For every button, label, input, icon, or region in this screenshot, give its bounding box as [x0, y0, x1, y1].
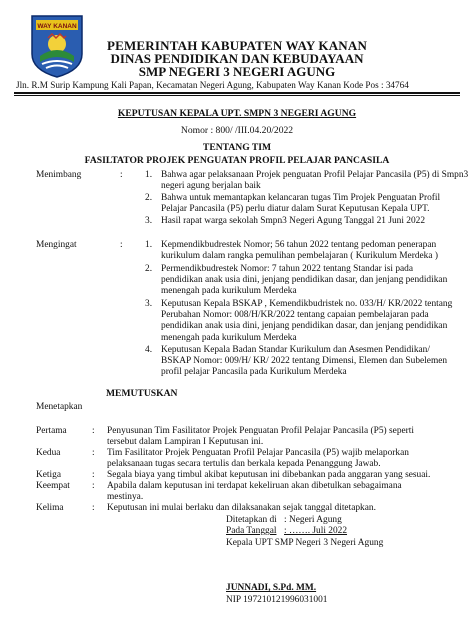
- decree-number: Nomor : 800/ /III.04.20/2022: [180, 125, 294, 136]
- decree-subject: FASILTATOR PROJEK PENGUATAN PROFIL PELAJAR PANCASILA: [84, 155, 390, 166]
- colon: :: [92, 426, 95, 436]
- header-address: Jln. R.M Surip Kampung Kali Papan, Kecamatan Negeri Agung, Kabupaten Way Kanan Kode Pos : 34764: [16, 80, 409, 90]
- decree-about: TENTANG TIM: [202, 142, 272, 153]
- sign-date-value: : ……. Juli 2022: [284, 526, 348, 536]
- decision-text: Penyusunan Tim Fasilitator Projek Penguatan Profil Pelajar Pancasila (P5) seperti tersebut dalam Lampiran I Keputusan ini.: [107, 426, 414, 448]
- header-rule: [14, 92, 460, 94]
- sign-position: Kepala UPT SMP Negeri 3 Negeri Agung: [226, 538, 384, 548]
- decision-text: Segala biaya yang timbul akibat keputusan ini dibebankan pada anggaran yang sesuai.: [107, 470, 431, 480]
- decision-label: Pertama: [36, 426, 67, 436]
- mengingat-num: 4.: [145, 345, 153, 355]
- mengingat-item: Kepmendikbudrestek Nomor; 56 tahun 2022 tentang pedoman penerapan kurikulum dalam rangka pemulihan pembelajaran ( Kurikulum Merdeka ): [161, 240, 438, 262]
- colon: :: [120, 170, 123, 180]
- sign-place-value: : Negeri Agung: [284, 515, 342, 525]
- colon: :: [92, 470, 95, 480]
- menimbang-num: 3.: [145, 216, 153, 226]
- mengingat-item: Permendikbudrestek Nomor: 7 tahun 2022 tentang Standar isi pada pendidikan anak usia dini, jenjang pendidikan dasar, dan jenjang pendidikan menengah pada kurikulum Merdeka: [161, 264, 448, 297]
- menetapkan-label: Menetapkan: [36, 402, 83, 412]
- menimbang-item: Hasil rapat warga sekolah Smpn3 Negeri Agung Tanggal 21 Juni 2022: [161, 216, 426, 226]
- decision-text: Keputusan ini mulai berlaku dan dilaksanakan sejak tanggal ditetapkan.: [107, 503, 376, 513]
- header-line3: SMP NEGERI 3 NEGERI AGUNG: [138, 64, 336, 79]
- signer-name: JUNNADI, S.Pd. MM.: [226, 583, 317, 593]
- mengingat-num: 3.: [145, 299, 153, 309]
- mengingat-label: Mengingat: [36, 240, 77, 250]
- decision-label: Kelima: [36, 503, 64, 513]
- header-line1: PEMERINTAH KABUPATEN WAY KANAN: [106, 38, 368, 53]
- colon: :: [120, 240, 123, 250]
- menimbang-num: 1.: [145, 170, 153, 180]
- mengingat-num: 2.: [145, 264, 153, 274]
- mengingat-item: Keputusan Kepala BSKAP , Kemendikbudristek no. 033/H/ KR/2022 tentang Perubahan Nomor: 008/H/KR/2022 tentang capaian pembelajaran pada pendidikan anak usia dini, jenjang pendidikan dasar, dan jenjang pendidikan menengah pada kurikulum Merdeka: [161, 299, 453, 343]
- colon: :: [92, 503, 95, 513]
- menimbang-item: Bahwa untuk memantapkan kelancaran tugas Tim Projek Penguatan Profil Pelajar Pancasila (P5) perlu diatur dalam Surat Keputusan Kepala UPT.: [161, 193, 441, 215]
- decree-title: KEPUTUSAN KEPALA UPT. SMPN 3 NEGERI AGUNG: [117, 108, 357, 119]
- sign-date-label: Pada Tanggal: [226, 526, 277, 536]
- menimbang-item: Bahwa agar pelaksanaan Projek penguatan Profil Pelajar Pancasila (P5) di Smpn3 negeri agung berjalan baik: [161, 170, 469, 192]
- logo-text: WAY KANAN: [37, 23, 77, 30]
- decision-label: Kedua: [36, 448, 61, 458]
- memutuskan-heading: MEMUTUSKAN: [106, 388, 178, 399]
- decision-label: Ketiga: [36, 470, 61, 480]
- header-line2: DINAS PENDIDIKAN DAN KEBUDAYAAN: [110, 51, 364, 66]
- colon: :: [92, 448, 95, 458]
- decision-text: Tim Fasilitator Projek Penguatan Profil Pelajar Pancasila (P5) wajib melaporkan pelaksanaan tugas secara tertulis dan berkala kepada Penanggung Jawab.: [107, 448, 409, 470]
- mengingat-item: Keputusan Kepala Badan Standar Kurikulum dan Asesmen Pendidikan/ BSKAP Nomor: 009/H/ KR/ 2022 tentang Dimensi, Elemen dan Subelemen profil pelajar Pancasila pada Kurikulum Merdeka: [161, 345, 448, 378]
- sign-place-label: Ditetapkan di: [226, 515, 277, 525]
- decision-text: Apabila dalam keputusan ini terdapat kekeliruan akan dibetulkan sebagaimana mestinya.: [107, 481, 402, 503]
- mengingat-num: 1.: [145, 240, 153, 250]
- menimbang-label: Menimbang: [36, 170, 82, 180]
- decision-label: Keempat: [36, 481, 70, 491]
- menimbang-num: 2.: [145, 193, 153, 203]
- colon: :: [92, 481, 95, 491]
- signer-nip: NIP 197210121996031001: [226, 595, 328, 605]
- header-rule-thin: [14, 95, 460, 96]
